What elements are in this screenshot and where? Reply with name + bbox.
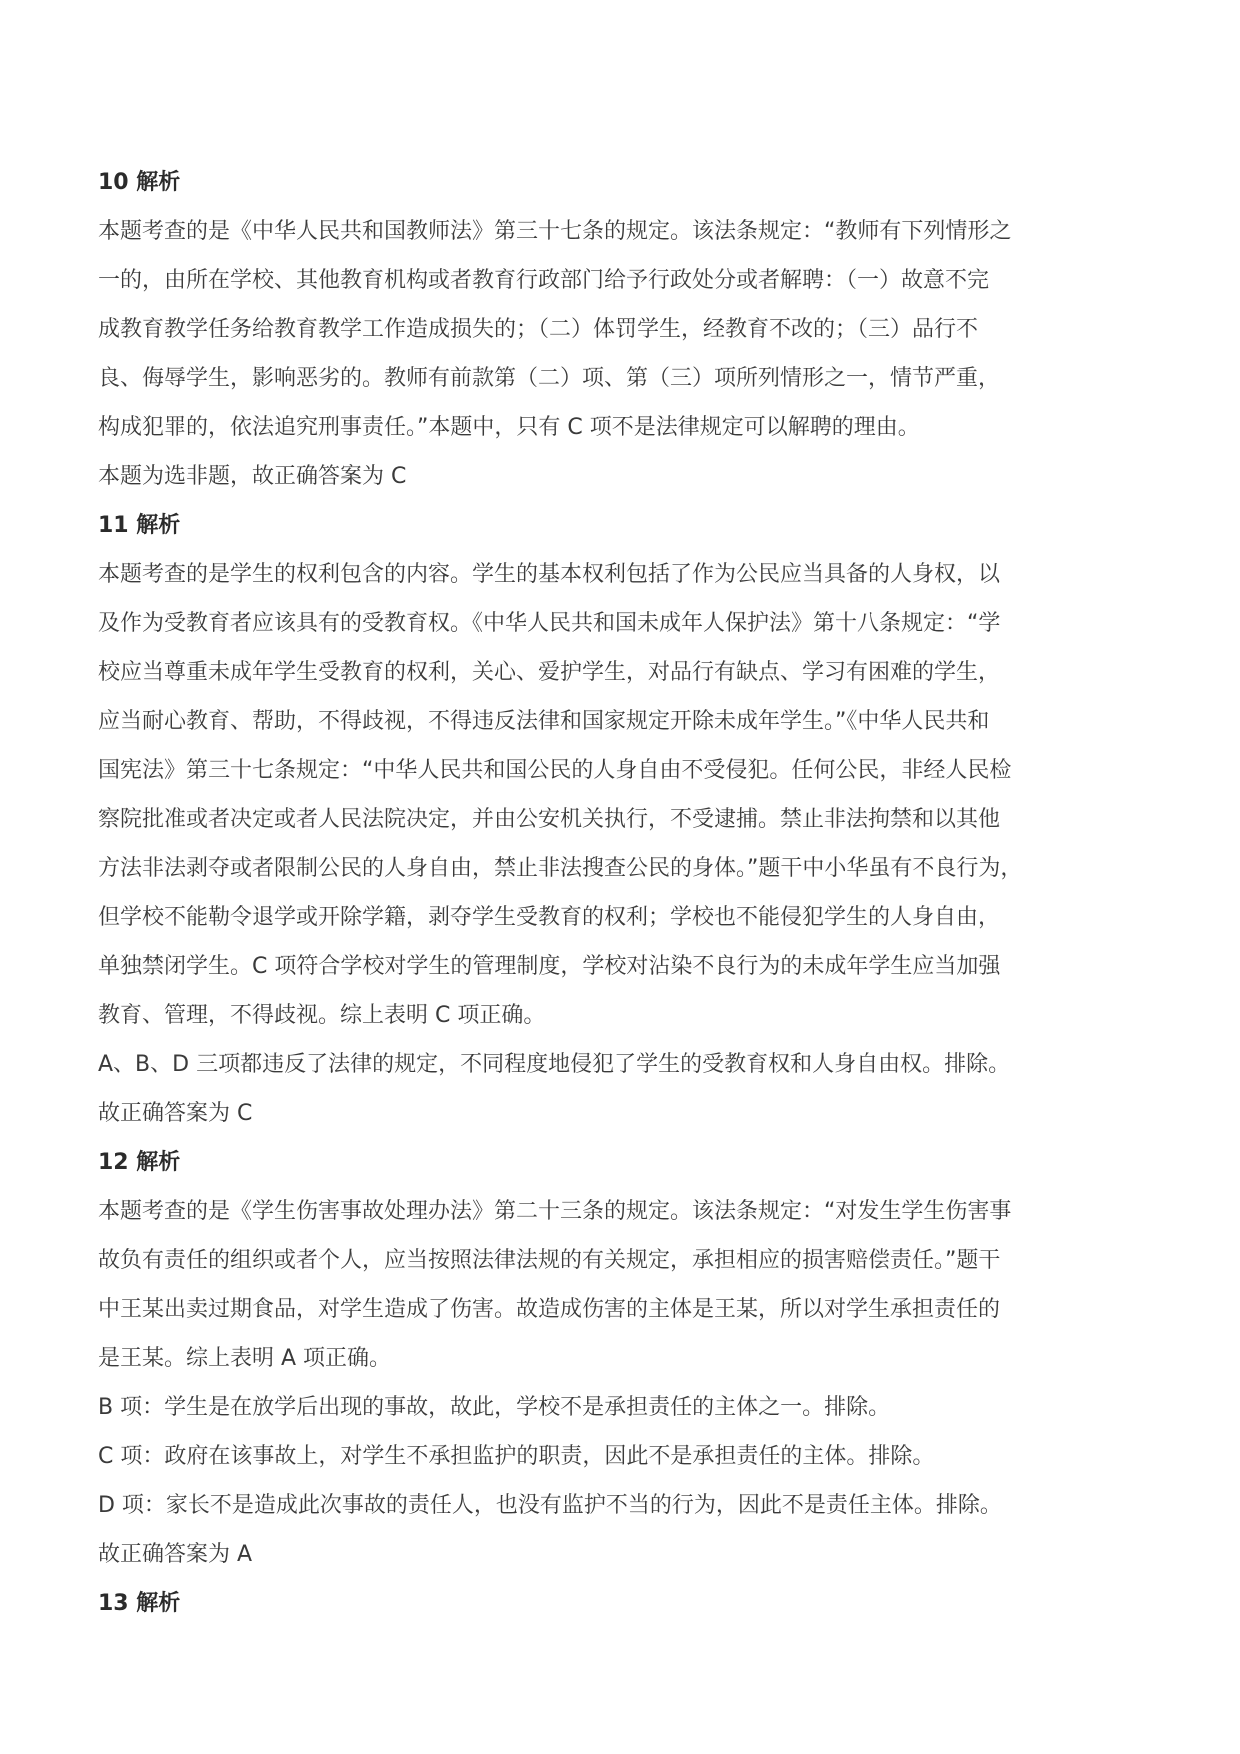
explanation-line: 应当耐心教育、帮助，不得歧视，不得违反法律和国家规定开除未成年学生。”《中华人民共和 [98, 709, 990, 734]
explanation-line: 教育、管理，不得歧视。综上表明 C 项正确。 [98, 1003, 546, 1028]
explanation-line: 构成犯罪的，依法追究刑事责任。”本题中，只有 C 项不是法律规定可以解聘的理由。 [98, 415, 920, 440]
explanation-line: 方法非法剥夺或者限制公民的人身自由，禁止非法搜查公民的身体。”题干中小华虽有不良行为， [98, 856, 1023, 881]
explanation-line: 本题考查的是《学生伤害事故处理办法》第二十三条的规定。该法条规定：“对发生学生伤害事 [98, 1199, 1012, 1224]
explanation-line: B 项：学生是在放学后出现的事故，故此，学校不是承担责任的主体之一。排除。 [98, 1395, 891, 1420]
explanation-line: 是王某。综上表明 A 项正确。 [98, 1346, 392, 1371]
section-heading: 13 解析 [98, 1591, 181, 1616]
explanation-line: 但学校不能勒令退学或开除学籍，剥夺学生受教育的权利；学校也不能侵犯学生的人身自由， [98, 905, 1001, 930]
section-heading: 11 解析 [98, 513, 181, 538]
explanation-line: 故正确答案为 A [98, 1542, 253, 1567]
explanation-line: 本题考查的是学生的权利包含的内容。学生的基本权利包括了作为公民应当具备的人身权，以 [98, 562, 1001, 587]
explanation-line: C 项：政府在该事故上，对学生不承担监护的职责，因此不是承担责任的主体。排除。 [98, 1444, 935, 1469]
explanation-line: D 项：家长不是造成此次事故的责任人，也没有监护不当的行为，因此不是责任主体。排除。 [98, 1493, 1002, 1518]
explanation-line: 国宪法》第三十七条规定：“中华人民共和国公民的人身自由不受侵犯。任何公民，非经人民检 [98, 758, 1012, 783]
section-heading: 10 解析 [98, 170, 181, 195]
explanation-line: 故负有责任的组织或者个人，应当按照法律法规的有关规定，承担相应的损害赔偿责任。”题干 [98, 1248, 1001, 1273]
explanation-line: A、B、D 三项都违反了法律的规定，不同程度地侵犯了学生的受教育权和人身自由权。排除。 [98, 1052, 1011, 1077]
explanation-line: 中王某出卖过期食品，对学生造成了伤害。故造成伤害的主体是王某，所以对学生承担责任的 [98, 1297, 1001, 1322]
explanation-line: 本题考查的是《中华人民共和国教师法》第三十七条的规定。该法条规定：“教师有下列情形之 [98, 219, 1012, 244]
explanation-line: 察院批准或者决定或者人民法院决定，并由公安机关执行，不受逮捕。禁止非法拘禁和以其他 [98, 807, 1001, 832]
explanation-line: 单独禁闭学生。C 项符合学校对学生的管理制度，学校对沾染不良行为的未成年学生应当加强 [98, 954, 1001, 979]
explanation-line: 一的，由所在学校、其他教育机构或者教育行政部门给予行政处分或者解聘：（一）故意不完 [98, 268, 990, 293]
explanation-line: 成教育教学任务给教育教学工作造成损失的；（二）体罚学生，经教育不改的；（三）品行不 [98, 317, 979, 342]
answer-explanations [98, 158, 1158, 1628]
explanation-line: 及作为受教育者应该具有的受教育权。《中华人民共和国未成年人保护法》第十八条规定：“学 [98, 611, 1001, 636]
explanation-line: 故正确答案为 C [98, 1101, 253, 1126]
explanation-line: 校应当尊重未成年学生受教育的权利，关心、爱护学生，对品行有缺点、学习有困难的学生， [98, 660, 1001, 685]
explanation-line: 本题为选非题，故正确答案为 C [98, 464, 407, 489]
section-heading: 12 解析 [98, 1150, 181, 1175]
explanation-line: 良、侮辱学生，影响恶劣的。教师有前款第（二）项、第（三）项所列情形之一，情节严重， [98, 366, 1001, 391]
